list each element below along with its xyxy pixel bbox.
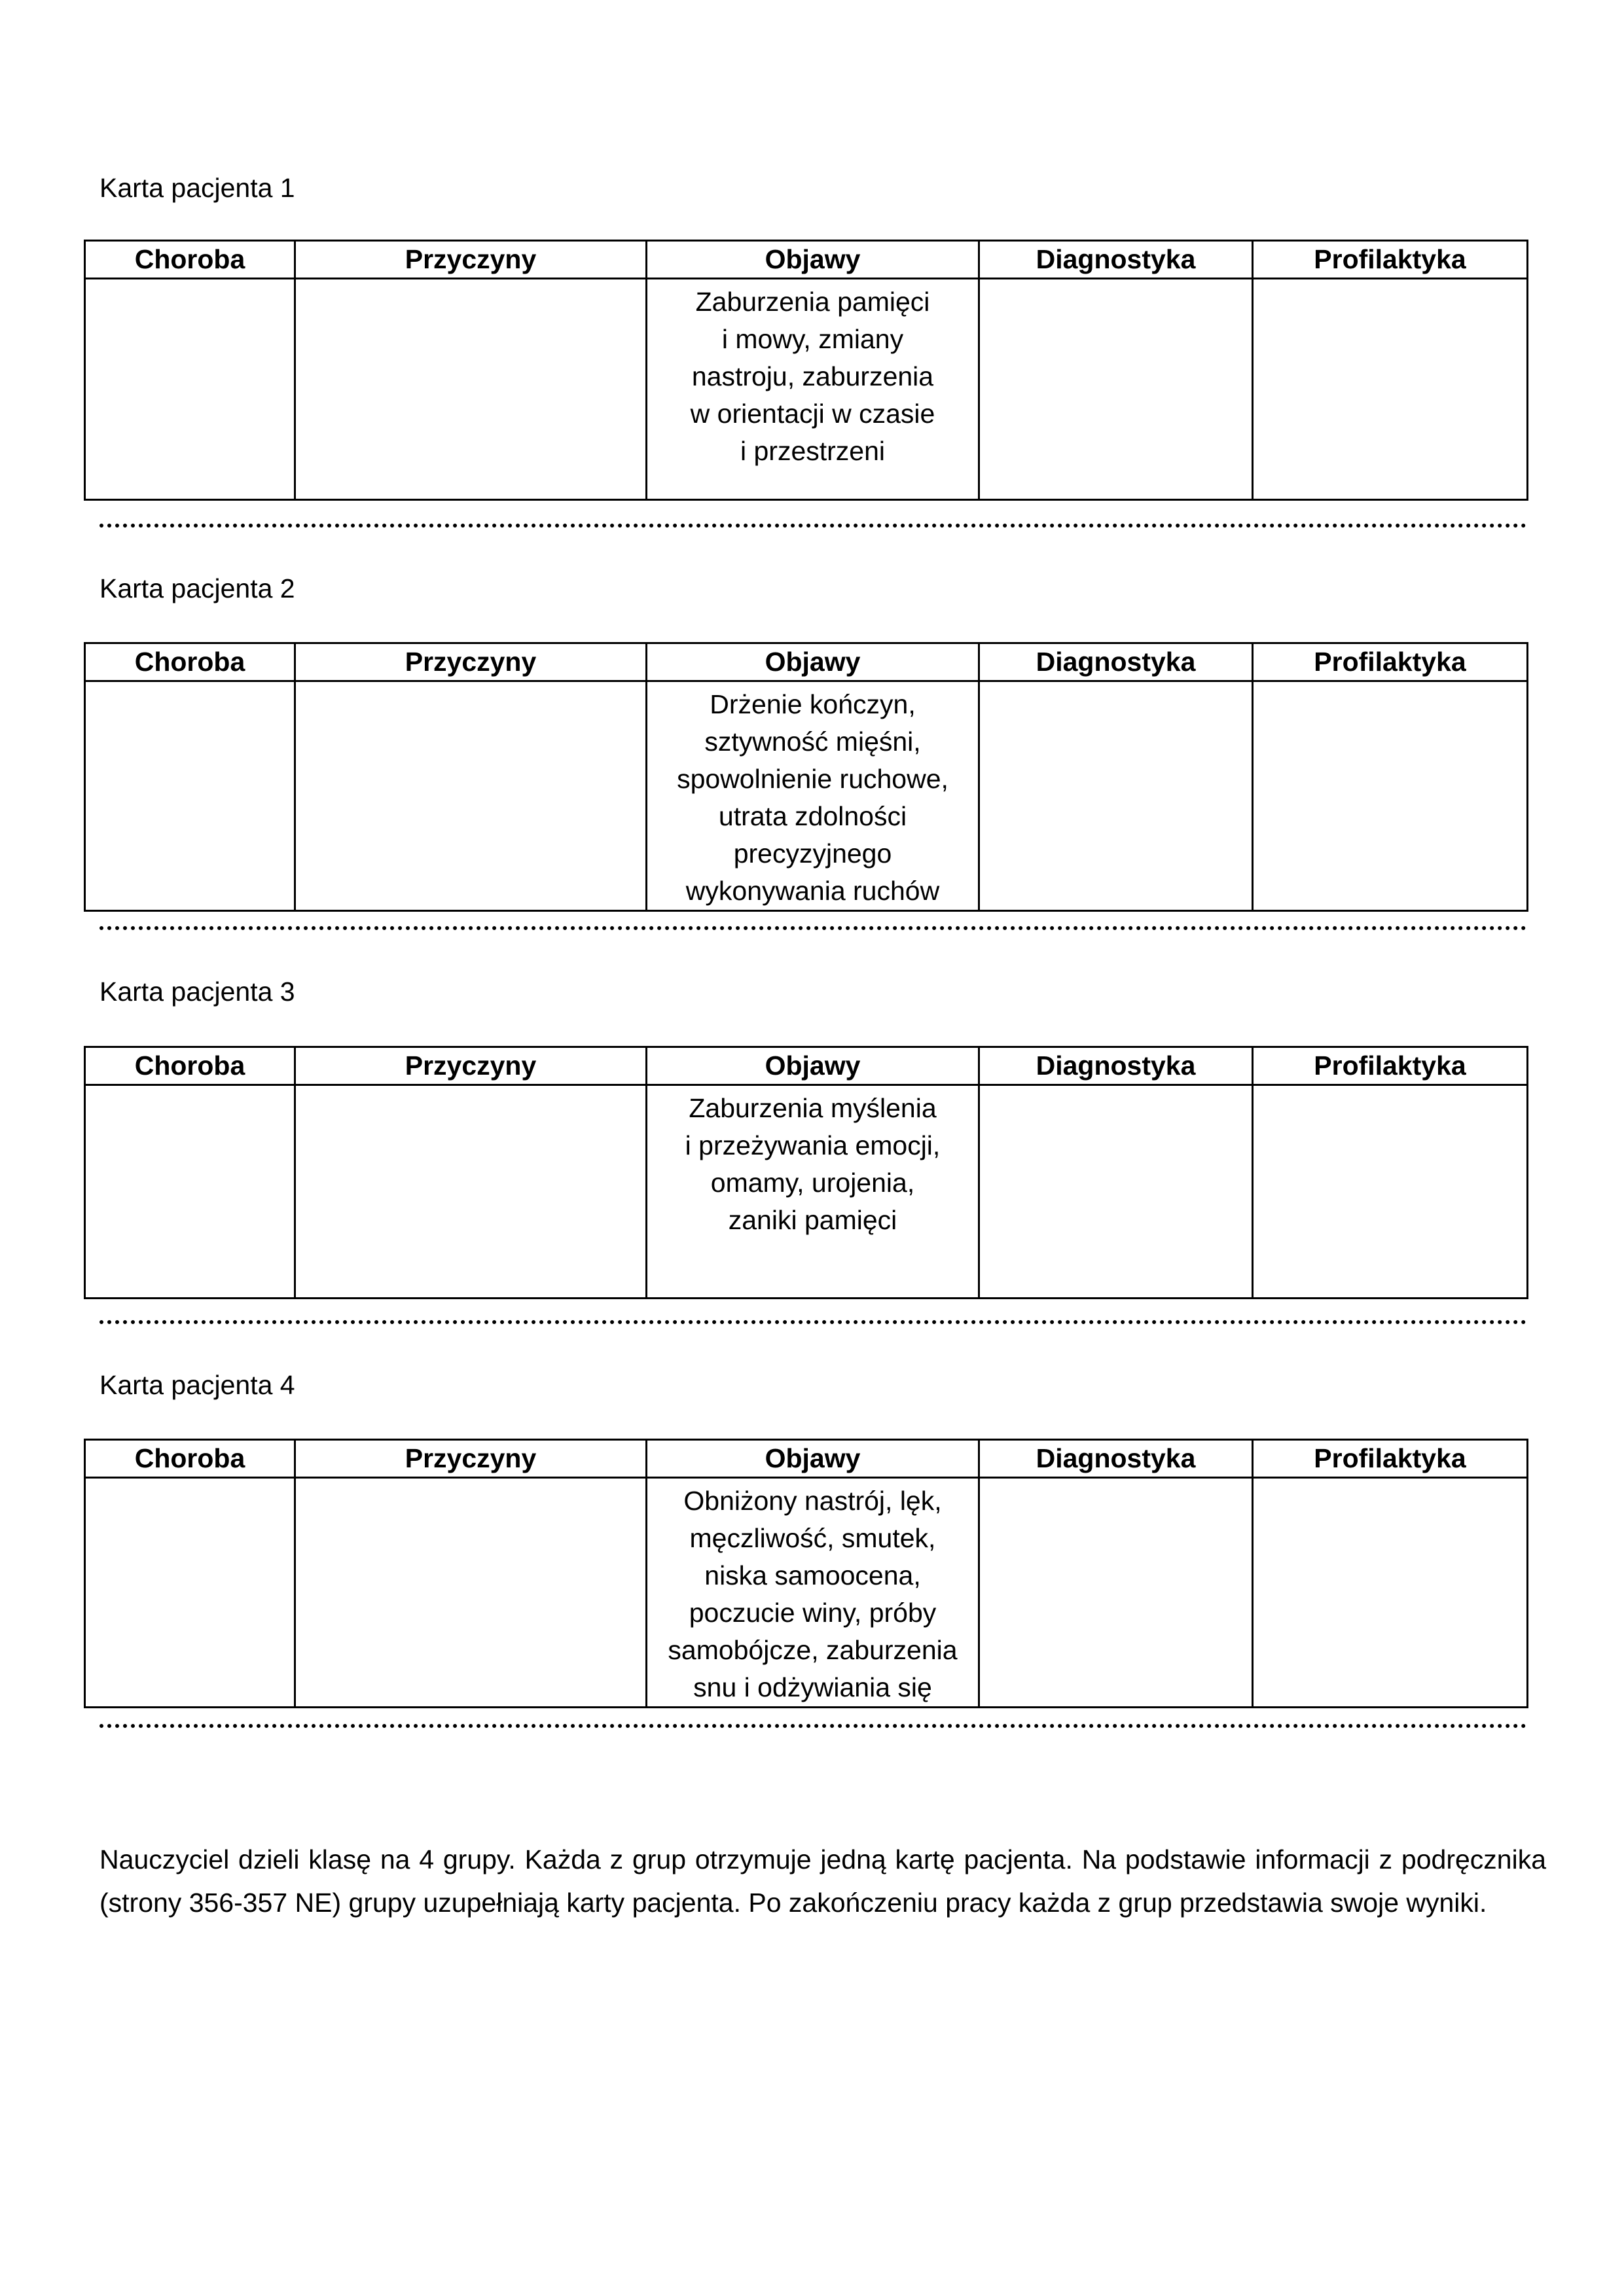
- cell-choroba[interactable]: [85, 681, 295, 911]
- header-diagnostyka: Diagnostyka: [979, 1440, 1253, 1478]
- table-row: [85, 1478, 1528, 1708]
- objawy-line: Zaburzenia myślenia: [689, 1093, 937, 1123]
- card-title-1: Karta pacjenta 1: [99, 173, 295, 203]
- cell-przyczyny[interactable]: [295, 1478, 647, 1708]
- cell-diagnostyka[interactable]: [979, 1478, 1253, 1708]
- table-row: [85, 681, 1528, 911]
- header-przyczyny: Przyczyny: [295, 643, 647, 681]
- table-row: [85, 1085, 1528, 1299]
- cell-profilaktyka[interactable]: [1253, 279, 1528, 500]
- header-objawy: Objawy: [647, 643, 979, 681]
- cell-diagnostyka[interactable]: [979, 279, 1253, 500]
- instructions-paragraph: Nauczyciel dzieli klasę na 4 grupy. Każda z grup otrzymuje jedną kartę pacjenta. Na podstawie informacji z podręcznika (strony 356-357 NE) grupy uzupełniają karty pacjenta. Po zakończeniu pracy każda z grup przedstawia swoje wyniki.: [99, 1844, 1546, 1918]
- objawy-line: spowolnienie ruchowe,: [677, 764, 948, 794]
- cell-objawy: [647, 1478, 979, 1708]
- table-header-row: [85, 1047, 1528, 1085]
- table-header-row: [85, 241, 1528, 279]
- cell-choroba[interactable]: [85, 1085, 295, 1299]
- objawy-line: Drżenie kończyn,: [710, 689, 916, 719]
- header-objawy: Objawy: [647, 1440, 979, 1478]
- header-choroba: Choroba: [85, 241, 295, 279]
- header-objawy: Objawy: [647, 241, 979, 279]
- header-przyczyny: Przyczyny: [295, 1440, 647, 1478]
- objawy-line: niska samoocena,: [704, 1560, 921, 1590]
- objawy-line: i przeżywania emocji,: [685, 1130, 941, 1160]
- cell-choroba[interactable]: [85, 279, 295, 500]
- table-header-row: [85, 643, 1528, 681]
- header-choroba: Choroba: [85, 1047, 295, 1085]
- card-title-4: Karta pacjenta 4: [99, 1370, 295, 1400]
- cell-diagnostyka[interactable]: [979, 1085, 1253, 1299]
- objawy-line: omamy, urojenia,: [710, 1168, 915, 1198]
- patient-card-table-2: [84, 642, 1528, 912]
- cell-profilaktyka[interactable]: [1253, 681, 1528, 911]
- card-title-3: Karta pacjenta 3: [99, 977, 295, 1007]
- cell-objawy: [647, 1085, 979, 1299]
- objawy-line: poczucie winy, próby: [689, 1598, 937, 1628]
- dotted-separator: [99, 1315, 1526, 1324]
- dotted-separator: [99, 518, 1526, 528]
- cell-przyczyny[interactable]: [295, 279, 647, 500]
- cell-przyczyny[interactable]: [295, 681, 647, 911]
- cell-diagnostyka[interactable]: [979, 681, 1253, 911]
- cell-objawy: [647, 279, 979, 500]
- header-diagnostyka: Diagnostyka: [979, 643, 1253, 681]
- header-przyczyny: Przyczyny: [295, 1047, 647, 1085]
- objawy-line: i przestrzeni: [740, 436, 885, 466]
- objawy-line: precyzyjnego: [733, 838, 892, 869]
- objawy-line: samobójcze, zaburzenia: [668, 1635, 958, 1665]
- header-choroba: Choroba: [85, 1440, 295, 1478]
- header-profilaktyka: Profilaktyka: [1253, 1047, 1528, 1085]
- header-diagnostyka: Diagnostyka: [979, 1047, 1253, 1085]
- cell-profilaktyka[interactable]: [1253, 1085, 1528, 1299]
- objawy-line: snu i odżywiania się: [693, 1672, 932, 1702]
- dotted-separator: [99, 1719, 1526, 1728]
- header-profilaktyka: Profilaktyka: [1253, 643, 1528, 681]
- header-diagnostyka: Diagnostyka: [979, 241, 1253, 279]
- header-profilaktyka: Profilaktyka: [1253, 1440, 1528, 1478]
- header-choroba: Choroba: [85, 643, 295, 681]
- objawy-line: Zaburzenia pamięci: [695, 287, 930, 317]
- objawy-line: utrata zdolności: [718, 801, 907, 831]
- patient-card-table-1: [84, 240, 1528, 501]
- header-przyczyny: Przyczyny: [295, 241, 647, 279]
- header-profilaktyka: Profilaktyka: [1253, 241, 1528, 279]
- card-title-2: Karta pacjenta 2: [99, 573, 295, 603]
- objawy-line: nastroju, zaburzenia: [691, 361, 934, 391]
- table-header-row: [85, 1440, 1528, 1478]
- objawy-line: wykonywania ruchów: [685, 876, 940, 906]
- objawy-line: i mowy, zmiany: [721, 324, 904, 354]
- cell-objawy: [647, 681, 979, 911]
- objawy-line: Obniżony nastrój, lęk,: [683, 1486, 942, 1516]
- objawy-line: sztywność mięśni,: [704, 726, 921, 757]
- header-objawy: Objawy: [647, 1047, 979, 1085]
- cell-choroba[interactable]: [85, 1478, 295, 1708]
- objawy-line: męczliwość, smutek,: [689, 1523, 936, 1553]
- patient-card-table-4: [84, 1439, 1528, 1708]
- table-row: [85, 279, 1528, 500]
- objawy-line: w orientacji w czasie: [690, 399, 935, 429]
- patient-card-table-3: [84, 1046, 1528, 1299]
- cell-przyczyny[interactable]: [295, 1085, 647, 1299]
- cell-profilaktyka[interactable]: [1253, 1478, 1528, 1708]
- objawy-line: zaniki pamięci: [728, 1205, 897, 1235]
- dotted-separator: [99, 921, 1526, 930]
